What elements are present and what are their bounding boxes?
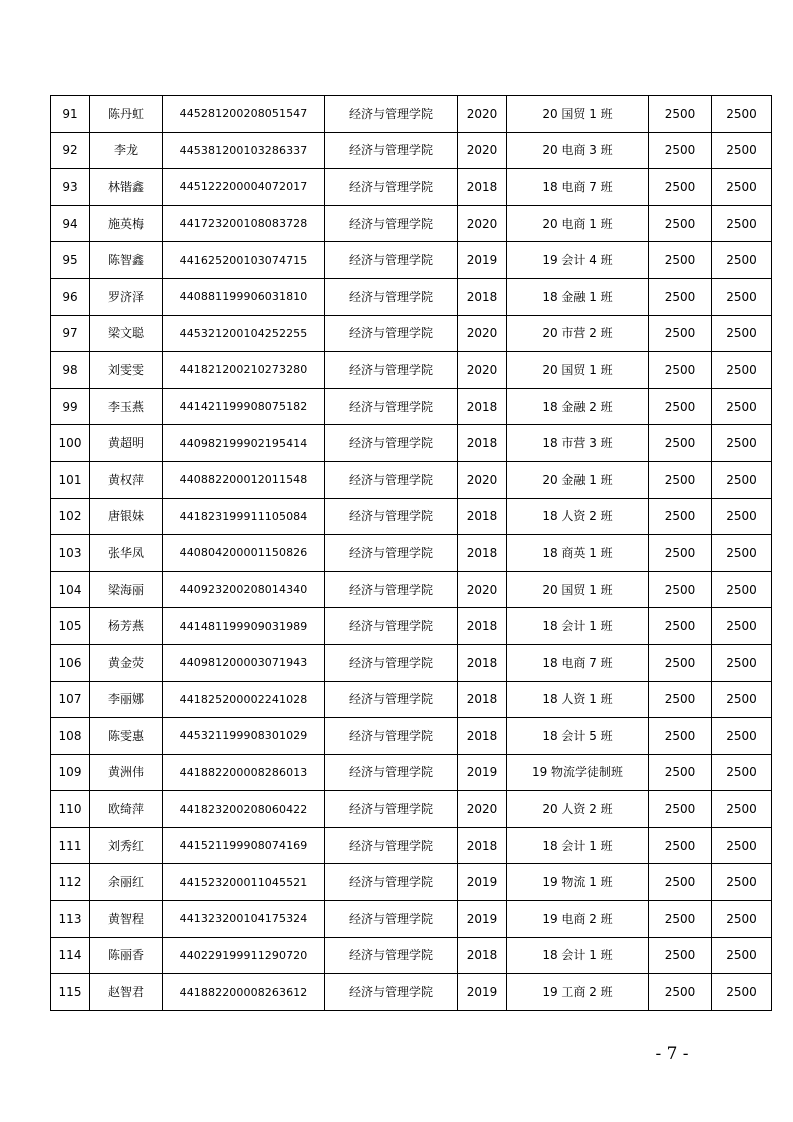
table-row	[51, 278, 772, 315]
row-number: 103	[51, 535, 90, 572]
class-name: 18 商英 1 班	[507, 535, 649, 572]
enrollment-year: 2018	[458, 169, 507, 206]
class-name: 20 市营 2 班	[507, 315, 649, 352]
student-name: 梁文聪	[90, 315, 163, 352]
table-row	[51, 571, 772, 608]
class-name: 20 人资 2 班	[507, 791, 649, 828]
amount-cell: 2500	[712, 681, 772, 718]
amount-cell: 2500	[649, 644, 712, 681]
amount-cell: 2500	[649, 754, 712, 791]
amount-cell: 2500	[649, 974, 712, 1011]
id-number: 441521199908074169	[163, 827, 325, 864]
enrollment-year: 2018	[458, 937, 507, 974]
row-number: 107	[51, 681, 90, 718]
student-name: 黄洲伟	[90, 754, 163, 791]
class-name: 18 金融 2 班	[507, 388, 649, 425]
table-row	[51, 974, 772, 1011]
table-row	[51, 535, 772, 572]
college: 经济与管理学院	[325, 644, 458, 681]
table-row	[51, 169, 772, 206]
enrollment-year: 2019	[458, 864, 507, 901]
id-number: 440804200001150826	[163, 535, 325, 572]
enrollment-year: 2019	[458, 974, 507, 1011]
college: 经济与管理学院	[325, 718, 458, 755]
college: 经济与管理学院	[325, 242, 458, 279]
college: 经济与管理学院	[325, 352, 458, 389]
table-row	[51, 864, 772, 901]
row-number: 112	[51, 864, 90, 901]
student-name: 刘秀红	[90, 827, 163, 864]
student-name: 刘雯雯	[90, 352, 163, 389]
amount-cell: 2500	[649, 608, 712, 645]
id-number: 445381200103286337	[163, 132, 325, 169]
amount-cell: 2500	[649, 571, 712, 608]
amount-cell: 2500	[712, 791, 772, 828]
college: 经济与管理学院	[325, 169, 458, 206]
table-row	[51, 754, 772, 791]
enrollment-year: 2019	[458, 242, 507, 279]
college: 经济与管理学院	[325, 571, 458, 608]
class-name: 18 会计 1 班	[507, 608, 649, 645]
amount-cell: 2500	[649, 352, 712, 389]
table-row	[51, 315, 772, 352]
table-row	[51, 352, 772, 389]
college: 经济与管理学院	[325, 132, 458, 169]
amount-cell: 2500	[649, 96, 712, 133]
amount-cell: 2500	[649, 901, 712, 938]
enrollment-year: 2018	[458, 718, 507, 755]
class-name: 20 国贸 1 班	[507, 352, 649, 389]
row-number: 111	[51, 827, 90, 864]
college: 经济与管理学院	[325, 754, 458, 791]
table-row	[51, 96, 772, 133]
amount-cell: 2500	[712, 461, 772, 498]
student-name: 林锴鑫	[90, 169, 163, 206]
student-name: 李玉燕	[90, 388, 163, 425]
class-name: 18 电商 7 班	[507, 644, 649, 681]
id-number: 441823200208060422	[163, 791, 325, 828]
table-row	[51, 644, 772, 681]
row-number: 113	[51, 901, 90, 938]
enrollment-year: 2019	[458, 901, 507, 938]
table-row	[51, 242, 772, 279]
amount-cell: 2500	[649, 132, 712, 169]
college: 经济与管理学院	[325, 681, 458, 718]
id-number: 440981200003071943	[163, 644, 325, 681]
class-name: 18 市营 3 班	[507, 425, 649, 462]
college: 经济与管理学院	[325, 425, 458, 462]
college: 经济与管理学院	[325, 827, 458, 864]
class-name: 18 会计 1 班	[507, 827, 649, 864]
table-row	[51, 388, 772, 425]
id-number: 440882200012011548	[163, 461, 325, 498]
page-number: - 7 -	[655, 1044, 689, 1064]
amount-cell: 2500	[712, 864, 772, 901]
id-number: 440982199902195414	[163, 425, 325, 462]
college: 经济与管理学院	[325, 535, 458, 572]
student-name: 欧绮萍	[90, 791, 163, 828]
id-number: 445321200104252255	[163, 315, 325, 352]
amount-cell: 2500	[712, 571, 772, 608]
row-number: 92	[51, 132, 90, 169]
id-number: 441882200008263612	[163, 974, 325, 1011]
amount-cell: 2500	[712, 718, 772, 755]
student-name: 黄智程	[90, 901, 163, 938]
amount-cell: 2500	[649, 535, 712, 572]
college: 经济与管理学院	[325, 278, 458, 315]
class-name: 19 物流学徒制班	[507, 754, 649, 791]
student-name: 赵智君	[90, 974, 163, 1011]
table-row	[51, 937, 772, 974]
amount-cell: 2500	[649, 278, 712, 315]
amount-cell: 2500	[712, 205, 772, 242]
amount-cell: 2500	[712, 96, 772, 133]
row-number: 109	[51, 754, 90, 791]
row-number: 98	[51, 352, 90, 389]
table-row	[51, 827, 772, 864]
college: 经济与管理学院	[325, 498, 458, 535]
student-name: 黄权萍	[90, 461, 163, 498]
row-number: 101	[51, 461, 90, 498]
college: 经济与管理学院	[325, 461, 458, 498]
table-row	[51, 681, 772, 718]
table-row	[51, 132, 772, 169]
student-name: 李丽娜	[90, 681, 163, 718]
enrollment-year: 2018	[458, 425, 507, 462]
college: 经济与管理学院	[325, 96, 458, 133]
id-number: 441481199909031989	[163, 608, 325, 645]
student-name: 陈雯惠	[90, 718, 163, 755]
enrollment-year: 2020	[458, 461, 507, 498]
row-number: 99	[51, 388, 90, 425]
class-name: 18 电商 7 班	[507, 169, 649, 206]
college: 经济与管理学院	[325, 388, 458, 425]
college: 经济与管理学院	[325, 901, 458, 938]
amount-cell: 2500	[649, 681, 712, 718]
student-name: 梁海丽	[90, 571, 163, 608]
id-number: 441625200103074715	[163, 242, 325, 279]
student-table	[50, 95, 772, 1011]
class-name: 19 工商 2 班	[507, 974, 649, 1011]
class-name: 20 电商 1 班	[507, 205, 649, 242]
amount-cell: 2500	[649, 205, 712, 242]
college: 经济与管理学院	[325, 205, 458, 242]
enrollment-year: 2018	[458, 535, 507, 572]
id-number: 441825200002241028	[163, 681, 325, 718]
amount-cell: 2500	[649, 242, 712, 279]
amount-cell: 2500	[712, 644, 772, 681]
college: 经济与管理学院	[325, 791, 458, 828]
college: 经济与管理学院	[325, 864, 458, 901]
enrollment-year: 2020	[458, 132, 507, 169]
college: 经济与管理学院	[325, 937, 458, 974]
enrollment-year: 2020	[458, 352, 507, 389]
amount-cell: 2500	[712, 974, 772, 1011]
amount-cell: 2500	[712, 388, 772, 425]
amount-cell: 2500	[712, 425, 772, 462]
enrollment-year: 2020	[458, 205, 507, 242]
amount-cell: 2500	[649, 425, 712, 462]
amount-cell: 2500	[649, 315, 712, 352]
class-name: 20 电商 3 班	[507, 132, 649, 169]
amount-cell: 2500	[649, 498, 712, 535]
class-name: 19 会计 4 班	[507, 242, 649, 279]
row-number: 97	[51, 315, 90, 352]
row-number: 114	[51, 937, 90, 974]
table-body	[51, 96, 772, 1011]
amount-cell: 2500	[712, 242, 772, 279]
amount-cell: 2500	[712, 498, 772, 535]
table-row	[51, 461, 772, 498]
class-name: 18 人资 1 班	[507, 681, 649, 718]
row-number: 110	[51, 791, 90, 828]
row-number: 115	[51, 974, 90, 1011]
id-number: 445281200208051547	[163, 96, 325, 133]
enrollment-year: 2020	[458, 96, 507, 133]
class-name: 19 电商 2 班	[507, 901, 649, 938]
college: 经济与管理学院	[325, 315, 458, 352]
row-number: 96	[51, 278, 90, 315]
amount-cell: 2500	[649, 864, 712, 901]
id-number: 441821200210273280	[163, 352, 325, 389]
enrollment-year: 2018	[458, 681, 507, 718]
amount-cell: 2500	[649, 791, 712, 828]
enrollment-year: 2018	[458, 278, 507, 315]
enrollment-year: 2020	[458, 315, 507, 352]
row-number: 105	[51, 608, 90, 645]
college: 经济与管理学院	[325, 608, 458, 645]
amount-cell: 2500	[649, 461, 712, 498]
row-number: 95	[51, 242, 90, 279]
class-name: 18 人资 2 班	[507, 498, 649, 535]
id-number: 441823199911105084	[163, 498, 325, 535]
amount-cell: 2500	[649, 937, 712, 974]
row-number: 100	[51, 425, 90, 462]
class-name: 20 金融 1 班	[507, 461, 649, 498]
class-name: 19 物流 1 班	[507, 864, 649, 901]
amount-cell: 2500	[712, 352, 772, 389]
id-number: 441882200008286013	[163, 754, 325, 791]
student-name: 杨芳燕	[90, 608, 163, 645]
row-number: 93	[51, 169, 90, 206]
id-number: 440229199911290720	[163, 937, 325, 974]
amount-cell: 2500	[649, 718, 712, 755]
row-number: 91	[51, 96, 90, 133]
row-number: 102	[51, 498, 90, 535]
amount-cell: 2500	[649, 388, 712, 425]
amount-cell: 2500	[712, 608, 772, 645]
student-name: 余丽红	[90, 864, 163, 901]
amount-cell: 2500	[712, 132, 772, 169]
table-row	[51, 791, 772, 828]
id-number: 441421199908075182	[163, 388, 325, 425]
row-number: 108	[51, 718, 90, 755]
student-name: 陈丹虹	[90, 96, 163, 133]
table-row	[51, 425, 772, 462]
enrollment-year: 2018	[458, 388, 507, 425]
id-number: 441723200108083728	[163, 205, 325, 242]
class-name: 18 会计 5 班	[507, 718, 649, 755]
row-number: 104	[51, 571, 90, 608]
amount-cell: 2500	[712, 937, 772, 974]
table-row	[51, 718, 772, 755]
id-number: 441323200104175324	[163, 901, 325, 938]
table-row	[51, 498, 772, 535]
amount-cell: 2500	[649, 827, 712, 864]
row-number: 106	[51, 644, 90, 681]
student-name: 李龙	[90, 132, 163, 169]
student-name: 罗济泽	[90, 278, 163, 315]
student-name: 施英梅	[90, 205, 163, 242]
class-name: 18 会计 1 班	[507, 937, 649, 974]
enrollment-year: 2018	[458, 498, 507, 535]
enrollment-year: 2019	[458, 754, 507, 791]
amount-cell: 2500	[712, 901, 772, 938]
student-name: 黄金荧	[90, 644, 163, 681]
row-number: 94	[51, 205, 90, 242]
student-name: 唐银妹	[90, 498, 163, 535]
college: 经济与管理学院	[325, 974, 458, 1011]
id-number: 441523200011045521	[163, 864, 325, 901]
enrollment-year: 2018	[458, 644, 507, 681]
enrollment-year: 2018	[458, 608, 507, 645]
id-number: 440881199906031810	[163, 278, 325, 315]
student-name: 张华凤	[90, 535, 163, 572]
amount-cell: 2500	[712, 278, 772, 315]
amount-cell: 2500	[649, 169, 712, 206]
amount-cell: 2500	[712, 315, 772, 352]
amount-cell: 2500	[712, 535, 772, 572]
enrollment-year: 2020	[458, 571, 507, 608]
class-name: 20 国贸 1 班	[507, 571, 649, 608]
table-row	[51, 901, 772, 938]
amount-cell: 2500	[712, 754, 772, 791]
id-number: 445122200004072017	[163, 169, 325, 206]
student-name: 陈丽香	[90, 937, 163, 974]
id-number: 440923200208014340	[163, 571, 325, 608]
student-name: 陈智鑫	[90, 242, 163, 279]
table-row	[51, 205, 772, 242]
enrollment-year: 2018	[458, 827, 507, 864]
student-name: 黄超明	[90, 425, 163, 462]
table-row	[51, 608, 772, 645]
class-name: 18 金融 1 班	[507, 278, 649, 315]
enrollment-year: 2020	[458, 791, 507, 828]
amount-cell: 2500	[712, 169, 772, 206]
amount-cell: 2500	[712, 827, 772, 864]
class-name: 20 国贸 1 班	[507, 96, 649, 133]
id-number: 445321199908301029	[163, 718, 325, 755]
